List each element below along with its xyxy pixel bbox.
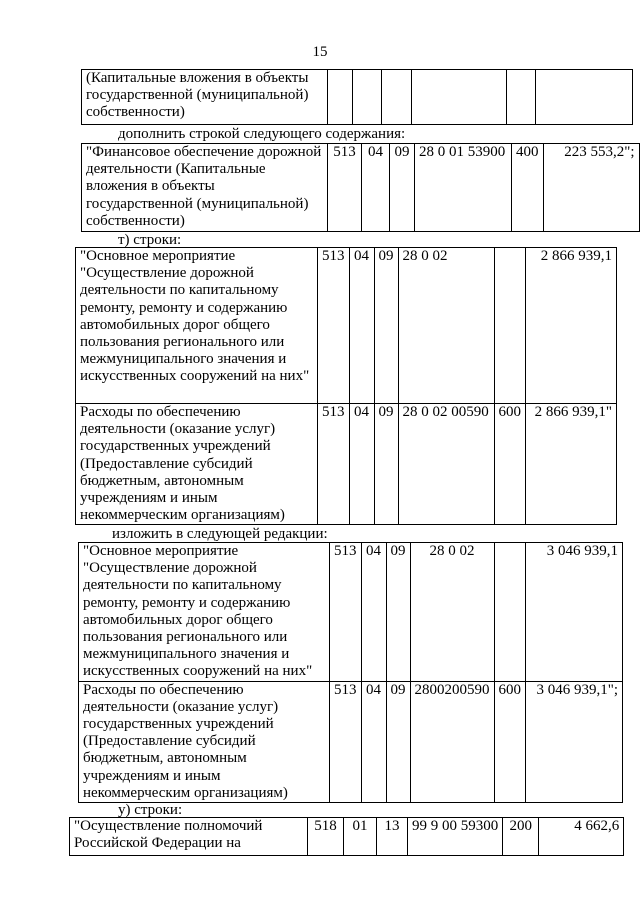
instruction-add-row: дополнить строкой следующего содержания: xyxy=(118,126,406,142)
instruction-new-edition: изложить в следующей редакции: xyxy=(112,526,328,542)
row-name: "Осуществление полномочий Российской Федерации на xyxy=(70,818,308,856)
expense-type-cell: 600 xyxy=(494,404,526,525)
amount-cell xyxy=(536,70,633,125)
section-cell: 04 xyxy=(361,681,386,802)
amount-cell: 2 866 939,1" xyxy=(526,404,617,525)
row-name: "Финансовое обеспечение дорожной деятельности (Капитальные вложения в объекты государственной (муниципальной) собственности) xyxy=(82,144,328,232)
grbs-cell: 518 xyxy=(308,818,344,856)
row-name: "Основное мероприятие "Осуществление дорожной деятельности по капитальному ремонту, ремонту и содержанию автомобильных дорог общего пользования регионального или межмуниципального значения и искусственных сооружений на них" xyxy=(76,248,318,404)
target-article-cell: 28 0 01 53900 xyxy=(415,144,512,232)
table-row xyxy=(76,248,617,404)
budget-table-2 xyxy=(81,143,640,232)
table-row xyxy=(76,404,617,525)
target-article-cell: 28 0 02 00590 xyxy=(398,404,494,525)
section-cell: 04 xyxy=(361,543,386,682)
subsection-cell: 09 xyxy=(374,404,398,525)
section-cell: 04 xyxy=(349,404,374,525)
amount-cell: 3 046 939,1 xyxy=(526,543,623,682)
table-row xyxy=(79,681,623,802)
subsection-cell: 13 xyxy=(377,818,408,856)
grbs-cell xyxy=(328,70,353,125)
expense-type-cell: 600 xyxy=(494,681,526,802)
table-row xyxy=(82,144,640,232)
subsection-cell: 09 xyxy=(374,248,398,404)
section-cell xyxy=(353,70,382,125)
grbs-cell: 513 xyxy=(330,681,362,802)
row-name: (Капитальные вложения в объекты государственной (муниципальной) собственности) xyxy=(82,70,328,125)
target-article-cell: 2800200590 xyxy=(410,681,494,802)
table-row xyxy=(70,818,624,856)
table-row xyxy=(82,70,633,125)
expense-type-cell: 400 xyxy=(512,144,544,232)
page-number: 15 xyxy=(312,44,328,60)
target-article-cell: 99 9 00 59300 xyxy=(408,818,503,856)
grbs-cell: 513 xyxy=(328,144,362,232)
budget-table-3 xyxy=(75,247,617,525)
amount-cell: 2 866 939,1 xyxy=(526,248,617,404)
target-article-cell: 28 0 02 xyxy=(410,543,494,682)
budget-table-1 xyxy=(81,69,633,125)
table-row xyxy=(79,543,623,682)
section-cell: 01 xyxy=(344,818,377,856)
instruction-rows-u: у) строки: xyxy=(118,802,183,818)
amount-cell: 3 046 939,1"; xyxy=(526,681,623,802)
subsection-cell: 09 xyxy=(386,681,410,802)
expense-type-cell xyxy=(494,543,526,682)
subsection-cell: 09 xyxy=(386,543,410,682)
instruction-rows-t: т) строки: xyxy=(118,232,182,248)
subsection-cell xyxy=(382,70,412,125)
row-name: "Основное мероприятие "Осуществление дорожной деятельности по капитальному ремонту, ремонту и содержанию автомобильных дорог общего пользования регионального или межмуниципального значения и искусственных сооружений на них" xyxy=(79,543,330,682)
budget-table-4 xyxy=(78,542,623,803)
amount-cell: 4 662,6 xyxy=(539,818,624,856)
section-cell: 04 xyxy=(349,248,374,404)
grbs-cell: 513 xyxy=(330,543,362,682)
grbs-cell: 513 xyxy=(318,404,350,525)
target-article-cell xyxy=(412,70,507,125)
expense-type-cell xyxy=(507,70,536,125)
subsection-cell: 09 xyxy=(390,144,415,232)
row-name: Расходы по обеспечению деятельности (оказание услуг) государственных учреждений (Предоставление субсидий бюджетным, автономным учреждениям и иным некоммерческим организациям) xyxy=(79,681,330,802)
target-article-cell: 28 0 02 xyxy=(398,248,494,404)
amount-cell: 223 553,2"; xyxy=(543,144,639,232)
expense-type-cell: 200 xyxy=(503,818,539,856)
section-cell: 04 xyxy=(362,144,390,232)
grbs-cell: 513 xyxy=(318,248,350,404)
expense-type-cell xyxy=(494,248,526,404)
row-name: Расходы по обеспечению деятельности (оказание услуг) государственных учреждений (Предоставление субсидий бюджетным, автономным учреждениям и иным некоммерческим организациям) xyxy=(76,404,318,525)
budget-table-5 xyxy=(69,817,624,856)
